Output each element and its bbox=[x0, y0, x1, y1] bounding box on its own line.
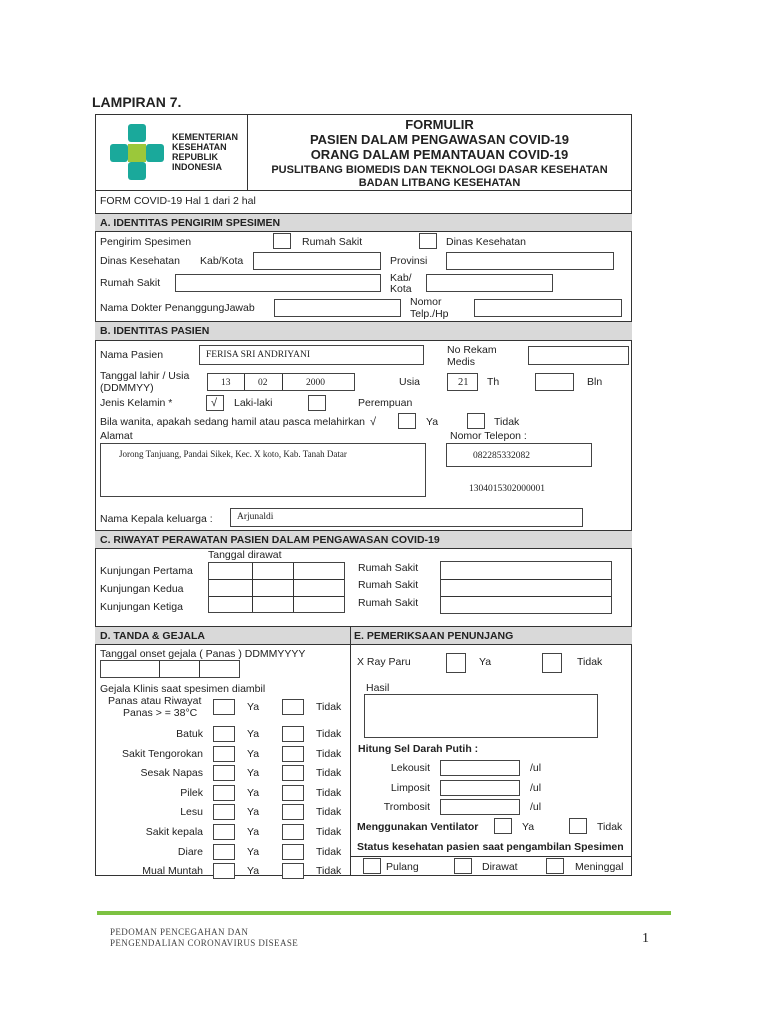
xray-tidak-checkbox[interactable] bbox=[542, 653, 562, 673]
alamat-value: Jorong Tanjuang, Pandai Sikek, Kec. X koto, Kab. Tanah Datar bbox=[119, 449, 347, 459]
ventilator-tidak-checkbox[interactable] bbox=[569, 818, 587, 834]
form-page-label: FORM COVID-19 Hal 1 dari 2 hal bbox=[100, 195, 256, 207]
hamil-ya-label: Ya bbox=[426, 416, 439, 428]
symptom-tidak-checkbox[interactable] bbox=[282, 863, 304, 879]
hasil-label: Hasil bbox=[366, 682, 390, 694]
tgl-format-label: (DDMMYY) bbox=[100, 382, 154, 394]
panas-label-1: Panas atau Riwayat bbox=[108, 695, 202, 707]
symptom-ya-label: Ya bbox=[247, 748, 260, 760]
footer-accent-bar bbox=[97, 911, 671, 915]
pulang-label: Pulang bbox=[386, 861, 419, 873]
birth-month: 02 bbox=[258, 378, 268, 388]
symptom-ya-checkbox[interactable] bbox=[213, 824, 235, 840]
lekousit-label: Lekousit bbox=[390, 762, 430, 774]
ventilator-tidak-label: Tidak bbox=[597, 821, 623, 833]
grid-col-line-1 bbox=[252, 563, 253, 612]
meninggal-label: Meninggal bbox=[575, 861, 624, 873]
date-divider-2 bbox=[282, 374, 283, 390]
nama-pasien-field[interactable] bbox=[199, 345, 424, 365]
hasil-field[interactable] bbox=[364, 694, 598, 738]
symptom-ya-checkbox[interactable] bbox=[213, 844, 235, 860]
kabkota-label: Kab/Kota bbox=[200, 255, 244, 267]
bulan-label: Bln bbox=[587, 376, 603, 388]
xray-label: X Ray Paru bbox=[357, 656, 411, 668]
onset-divider-1 bbox=[159, 661, 160, 677]
grid-row-line-2 bbox=[209, 596, 344, 597]
laki-laki-check-mark: √ bbox=[211, 397, 218, 409]
symptom-tidak-label: Tidak bbox=[316, 826, 342, 838]
symptom-label: Lesu bbox=[180, 806, 203, 818]
dinas-kesehatan-checkbox[interactable] bbox=[419, 233, 437, 249]
trombosit-label: Trombosit bbox=[383, 801, 430, 813]
page-heading: LAMPIRAN 7. bbox=[92, 94, 182, 110]
hamil-mark: √ bbox=[370, 416, 377, 428]
section-d-title: D. TANDA & GEJALA bbox=[100, 630, 205, 642]
kab-label: Kab/ bbox=[390, 272, 412, 284]
limposit-field[interactable] bbox=[440, 780, 520, 796]
symptom-ya-checkbox[interactable] bbox=[213, 746, 235, 762]
panas-tidak-label: Tidak bbox=[316, 701, 342, 713]
logo-text-3: REPUBLIK bbox=[172, 152, 219, 162]
symptom-label: Mual Muntah bbox=[142, 865, 203, 877]
alamat-label: Alamat bbox=[100, 430, 133, 442]
symptom-label: Sakit kepala bbox=[145, 826, 203, 838]
symptom-tidak-checkbox[interactable] bbox=[282, 765, 304, 781]
symptom-ya-checkbox[interactable] bbox=[213, 765, 235, 781]
telp-label: Telp./Hp bbox=[410, 308, 449, 320]
header-subtitle-2: ORANG DALAM PEMANTAUAN COVID-19 bbox=[310, 147, 569, 162]
symptom-tidak-checkbox[interactable] bbox=[282, 726, 304, 742]
onset-divider-2 bbox=[199, 661, 200, 677]
symptom-tidak-label: Tidak bbox=[316, 748, 342, 760]
footer-line-1: PEDOMAN PENCEGAHAN DAN bbox=[110, 927, 249, 937]
bulan-field[interactable] bbox=[535, 373, 574, 391]
header-title: FORMULIR bbox=[405, 117, 474, 132]
kepala-keluarga-label: Nama Kepala keluarga : bbox=[100, 513, 213, 525]
no-rekam-label-1: No Rekam bbox=[447, 344, 497, 356]
symptom-label: Sakit Tengorokan bbox=[122, 748, 203, 760]
section-a-title: A. IDENTITAS PENGIRIM SPESIMEN bbox=[100, 217, 281, 229]
rs-1-label: Rumah Sakit bbox=[358, 562, 419, 574]
symptom-tidak-label: Tidak bbox=[316, 767, 342, 779]
section-c-title: C. RIWAYAT PERAWATAN PASIEN DALAM PENGAWASAN COVID-19 bbox=[100, 534, 440, 546]
hitung-label: Hitung Sel Darah Putih : bbox=[358, 743, 479, 755]
nik-value: 1304015302000001 bbox=[469, 484, 545, 494]
telepon-field[interactable] bbox=[446, 443, 592, 467]
rs-grid-line-1 bbox=[441, 579, 611, 580]
date-divider-1 bbox=[244, 374, 245, 390]
dinkes-label: Dinas Kesehatan bbox=[100, 255, 180, 267]
ministry-logo bbox=[108, 124, 168, 182]
footer-line-2: PENGENDALIAN CORONAVIRUS DISEASE bbox=[110, 938, 299, 948]
symptom-label: Pilek bbox=[180, 787, 203, 799]
telepon-value: 082285332082 bbox=[473, 451, 530, 461]
lekousit-field[interactable] bbox=[440, 760, 520, 776]
symptom-tidak-label: Tidak bbox=[316, 846, 342, 858]
usia-value: 21 bbox=[458, 377, 469, 388]
laki-laki-label: Laki-laki bbox=[234, 397, 273, 409]
status-line bbox=[350, 856, 632, 857]
alamat-field[interactable] bbox=[100, 443, 426, 497]
hamil-ya-checkbox[interactable] bbox=[398, 413, 416, 429]
perempuan-checkbox[interactable] bbox=[308, 395, 326, 411]
grid-row-line-1 bbox=[209, 579, 344, 580]
telp-field[interactable] bbox=[474, 299, 622, 317]
nama-pasien-value: FERISA SRI ANDRIYANI bbox=[206, 350, 310, 360]
symptom-tidak-label: Tidak bbox=[316, 865, 342, 877]
kepala-keluarga-field[interactable] bbox=[230, 508, 583, 527]
kabkota-field[interactable] bbox=[253, 252, 381, 270]
usia-field[interactable] bbox=[447, 373, 478, 391]
tahun-label: Th bbox=[487, 376, 500, 388]
symptom-ya-label: Ya bbox=[247, 865, 260, 877]
xray-tidak-label: Tidak bbox=[577, 656, 603, 668]
tgl-lahir-label: Tanggal lahir / Usia bbox=[100, 370, 190, 382]
header-subtitle-1: PASIEN DALAM PENGAWASAN COVID-19 bbox=[309, 132, 570, 147]
grid-col-line-2 bbox=[293, 563, 294, 612]
symptom-ya-checkbox[interactable] bbox=[213, 726, 235, 742]
no-rekam-field[interactable] bbox=[528, 346, 629, 365]
symptom-tidak-checkbox[interactable] bbox=[282, 844, 304, 860]
header-bottom-line bbox=[95, 190, 632, 191]
nama-pasien-label: Nama Pasien bbox=[100, 349, 164, 361]
kota-label: Kota bbox=[390, 283, 412, 295]
perempuan-label: Perempuan bbox=[358, 397, 413, 409]
kunjungan-1-label: Kunjungan Pertama bbox=[100, 565, 193, 577]
section-c-header bbox=[95, 530, 632, 549]
tanggal-dirawat-grid[interactable] bbox=[208, 562, 345, 613]
pulang-checkbox[interactable] bbox=[363, 858, 381, 874]
dinas-kesehatan-option: Dinas Kesehatan bbox=[446, 236, 526, 248]
onset-label: Tanggal onset gejala ( Panas ) DDMMYYYY bbox=[100, 648, 306, 660]
symptom-ya-label: Ya bbox=[247, 846, 260, 858]
kunjungan-3-label: Kunjungan Ketiga bbox=[100, 601, 183, 613]
dirawat-label: Dirawat bbox=[482, 861, 518, 873]
section-a-header bbox=[95, 213, 632, 232]
tgl-lahir-field[interactable] bbox=[207, 373, 355, 391]
section-b-header bbox=[95, 321, 632, 341]
meninggal-checkbox[interactable] bbox=[546, 858, 564, 874]
birth-day: 13 bbox=[221, 378, 231, 388]
ventilator-ya-label: Ya bbox=[522, 821, 535, 833]
symptom-ya-label: Ya bbox=[247, 826, 260, 838]
section-de-header bbox=[95, 626, 632, 645]
header-subtitle-3: PUSLITBANG BIOMEDIS DAN TEKNOLOGI DASAR KESEHATAN bbox=[271, 164, 608, 176]
tanggal-dirawat-label: Tanggal dirawat bbox=[208, 549, 282, 561]
rumah-sakit-grid[interactable] bbox=[440, 561, 612, 614]
symptom-label: Diare bbox=[177, 846, 203, 858]
symptom-tidak-label: Tidak bbox=[316, 806, 342, 818]
symptom-ya-checkbox[interactable] bbox=[213, 804, 235, 820]
section-b-title: B. IDENTITAS PASIEN bbox=[100, 325, 210, 337]
laki-laki-checkbox[interactable] bbox=[206, 395, 224, 411]
section-de-divider bbox=[350, 626, 351, 876]
dirawat-checkbox[interactable] bbox=[454, 858, 472, 874]
rumah-sakit-option: Rumah Sakit bbox=[302, 236, 363, 248]
panas-tidak-checkbox[interactable] bbox=[282, 699, 304, 715]
gejala-klinis-label: Gejala Klinis saat spesimen diambil bbox=[100, 683, 266, 695]
trombosit-unit: /ul bbox=[530, 801, 542, 813]
kab-kota-field[interactable] bbox=[426, 274, 553, 292]
nomor-label: Nomor bbox=[410, 296, 442, 308]
dokter-label: Nama Dokter PenanggungJawab bbox=[100, 302, 255, 314]
pengirim-label: Pengirim Spesimen bbox=[100, 236, 192, 248]
kunjungan-2-label: Kunjungan Kedua bbox=[100, 583, 184, 595]
provinsi-field[interactable] bbox=[446, 252, 614, 270]
symptom-ya-label: Ya bbox=[247, 767, 260, 779]
status-label: Status kesehatan pasien saat pengambilan Spesimen bbox=[357, 841, 624, 853]
panas-label-2: Panas > = 38°C bbox=[123, 707, 198, 719]
trombosit-field[interactable] bbox=[440, 799, 520, 815]
rs-2-label: Rumah Sakit bbox=[358, 579, 419, 591]
panas-ya-label: Ya bbox=[247, 701, 260, 713]
header-subtitle-4: BADAN LITBANG KESEHATAN bbox=[358, 177, 521, 189]
ventilator-label: Menggunakan Ventilator bbox=[357, 821, 479, 833]
symptom-ya-label: Ya bbox=[247, 728, 260, 740]
symptom-label: Sesak Napas bbox=[140, 767, 203, 779]
lekousit-unit: /ul bbox=[530, 762, 542, 774]
logo-text-4: INDONESIA bbox=[172, 162, 223, 172]
symptom-tidak-checkbox[interactable] bbox=[282, 804, 304, 820]
logo-text-1: KEMENTERIAN bbox=[172, 132, 239, 142]
rs-3-label: Rumah Sakit bbox=[358, 597, 419, 609]
page-number: 1 bbox=[642, 931, 649, 946]
rumah-sakit-field[interactable] bbox=[175, 274, 381, 292]
jenis-kelamin-label: Jenis Kelamin * bbox=[100, 397, 173, 409]
hamil-tidak-checkbox[interactable] bbox=[467, 413, 485, 429]
provinsi-label: Provinsi bbox=[390, 255, 428, 267]
rumah-sakit-label: Rumah Sakit bbox=[100, 277, 161, 289]
symptom-label: Batuk bbox=[176, 728, 203, 740]
ventilator-ya-checkbox[interactable] bbox=[494, 818, 512, 834]
onset-date-field[interactable] bbox=[100, 660, 240, 678]
section-e-title: E. PEMERIKSAAN PENUNJANG bbox=[354, 630, 514, 642]
symptom-tidak-label: Tidak bbox=[316, 728, 342, 740]
usia-label: Usia bbox=[399, 376, 421, 388]
symptom-ya-label: Ya bbox=[247, 787, 260, 799]
xray-ya-label: Ya bbox=[479, 656, 492, 668]
symptom-tidak-checkbox[interactable] bbox=[282, 785, 304, 801]
symptom-ya-checkbox[interactable] bbox=[213, 785, 235, 801]
symptom-ya-checkbox[interactable] bbox=[213, 863, 235, 879]
hamil-question: Bila wanita, apakah sedang hamil atau pasca melahirkan bbox=[100, 416, 365, 428]
birth-year: 2000 bbox=[306, 378, 325, 388]
hamil-tidak-label: Tidak bbox=[494, 416, 520, 428]
xray-ya-checkbox[interactable] bbox=[446, 653, 466, 673]
kepala-keluarga-value: Arjunaldi bbox=[237, 512, 274, 522]
symptom-tidak-checkbox[interactable] bbox=[282, 746, 304, 762]
no-rekam-label-2: Medis bbox=[447, 356, 476, 368]
dokter-field[interactable] bbox=[274, 299, 401, 317]
limposit-label: Limposit bbox=[390, 782, 430, 794]
symptom-tidak-label: Tidak bbox=[316, 787, 342, 799]
panas-ya-checkbox[interactable] bbox=[213, 699, 235, 715]
limposit-unit: /ul bbox=[530, 782, 542, 794]
rumah-sakit-checkbox[interactable] bbox=[273, 233, 291, 249]
symptom-ya-label: Ya bbox=[247, 806, 260, 818]
logo-text-2: KESEHATAN bbox=[172, 142, 227, 152]
symptom-tidak-checkbox[interactable] bbox=[282, 824, 304, 840]
telepon-label: Nomor Telepon : bbox=[450, 430, 527, 442]
rs-grid-line-2 bbox=[441, 596, 611, 597]
